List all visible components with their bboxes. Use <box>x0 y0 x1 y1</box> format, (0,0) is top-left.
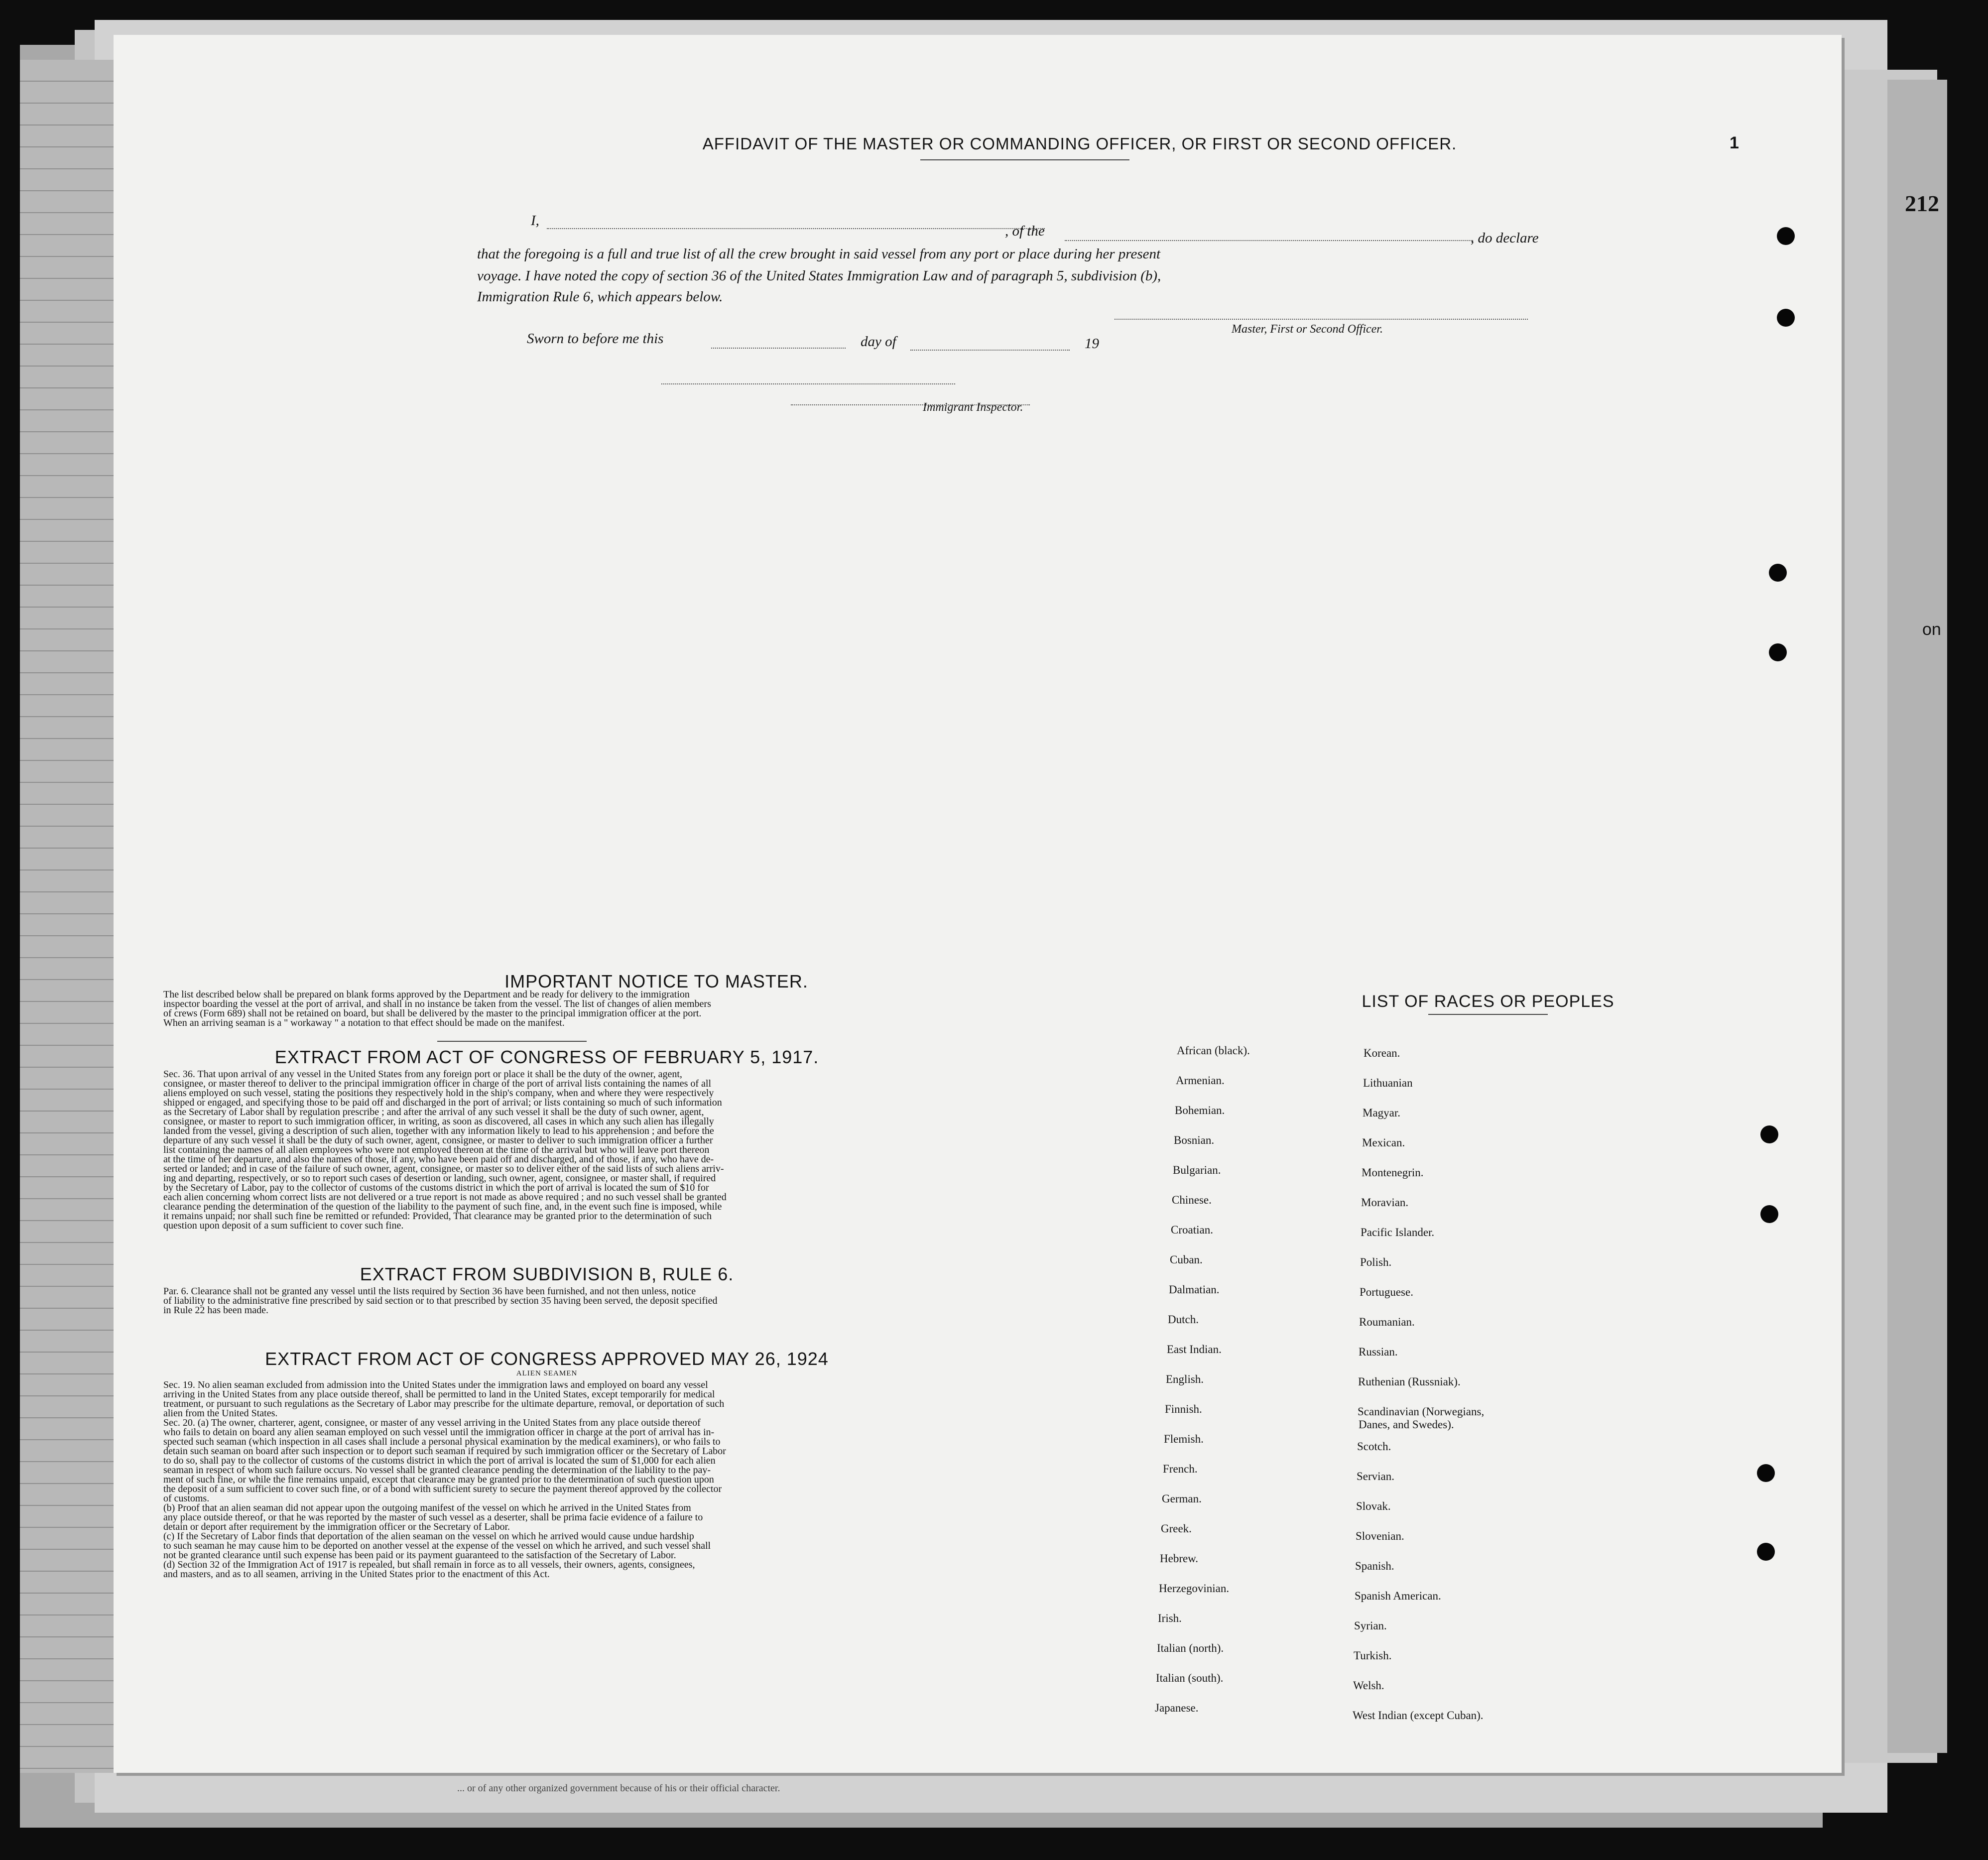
name-blank[interactable] <box>547 228 1045 229</box>
extract-1917-line: landed from the vessel, giving a description of such alien, together with any information likely to lead to his apprehension ; and before the <box>163 1125 714 1136</box>
extract-rule6-title: EXTRACT FROM SUBDIVISION B, RULE 6. <box>360 1264 734 1284</box>
extract-1917-line: question upon deposit of a sum sufficient to cover such fine. <box>163 1220 404 1231</box>
extract-1924-title: EXTRACT FROM ACT OF CONGRESS APPROVED MAY 26, 1924 <box>265 1349 829 1369</box>
affidavit-i: I, <box>531 213 539 229</box>
extract-1924-line: (d) Section 32 of the Immigration Act of 1917 is repealed, but shall remain in force as to all vessels, their owners, agents, consignees, <box>163 1559 695 1570</box>
extract-1917-line: consignee, or master to report to such immigration officer, in writing, as soon as discovered, all cases in which any such alien has illegally <box>163 1116 714 1127</box>
race-item: Bulgarian. <box>1173 1164 1221 1176</box>
extract-1917-line: by the Secretary of Labor, pay to the collector of customs of the customs district in which the port of arrival is located the sum of $10 for <box>163 1182 709 1193</box>
extract-1924-line: alien from the United States. <box>163 1408 278 1419</box>
extract-1924-line: treatment, or pursuant to such regulations as the Secretary of Labor may prescribe for the ultimate departure, removal, or deportation of such <box>163 1398 725 1409</box>
sworn-prefix: Sworn to before me this <box>527 331 664 347</box>
binder-hole <box>1769 643 1787 661</box>
extract-1917-line: it remains unpaid; nor shall such fine be remitted or refunded: Provided, That clearance may be granted prior to the determination of such <box>163 1211 712 1222</box>
race-item: Roumanian. <box>1359 1316 1415 1328</box>
race-item: Moravian. <box>1361 1196 1409 1209</box>
race-item: Hebrew. <box>1160 1552 1199 1565</box>
notice-line: When an arriving seaman is a " workaway " a notation to that effect should be made on the manifest. <box>163 1017 565 1028</box>
binder-hole <box>1777 227 1795 245</box>
race-item: Turkish. <box>1354 1649 1392 1662</box>
extract-rule6-body <box>163 1287 930 1315</box>
race-item: Spanish. <box>1355 1560 1394 1572</box>
extract-1924-line: (b) Proof that an alien seaman did not appear upon the outgoing manifest of the vessel on which he arrived in the United States from <box>163 1502 691 1513</box>
race-item: French. <box>1163 1463 1198 1475</box>
extract-1924-line: of customs. <box>163 1493 210 1504</box>
notice-body <box>163 990 930 1028</box>
affidavit-line-3: voyage. I have noted the copy of section 36 of the United States Immigration Law and of paragraph 5, subdivision (b), <box>477 268 1161 284</box>
extract-1917-body <box>163 1070 930 1231</box>
ruled-ledger-edge <box>20 60 115 1773</box>
race-item: Slovenian. <box>1356 1530 1404 1542</box>
extract-1917-line: aliens employed on such vessel, stating the positions they respectively hold in the ship's company, when and where they were respectively <box>163 1088 714 1099</box>
master-signature-line[interactable] <box>1115 319 1528 320</box>
extract-1924-line: to such seaman he may cause him to be deported on another vessel at the expense of the vessel on which he arrived, and such vessel shall <box>163 1540 711 1551</box>
extract-1917-line: serted or landed; and in case of the failure of such owner, agent, consignee, or master so to deliver either of the said lists of such aliens arriv- <box>163 1163 724 1174</box>
extract-1924-line: Sec. 19. No alien seaman excluded from admission into the United States under the immigration laws and employed on board any vessel <box>163 1379 708 1390</box>
extract-1917-line: as the Secretary of Labor shall by regulation prescribe ; and after the arrival of any such vessel it shall be the duty of such owner, agent, <box>163 1107 704 1117</box>
race-item: Bosnian. <box>1174 1134 1215 1146</box>
notice-line: of crews (Form 689) shall not be retained on board, but shall be delivered by the master to the principal immigration officer at the port. <box>163 1008 702 1019</box>
race-item: Cuban. <box>1170 1253 1203 1266</box>
extract-1924-line: (c) If the Secretary of Labor finds that deportation of the alien seaman on the vessel on which he arrived would cause undue hardship <box>163 1531 694 1542</box>
extract-1917-line: clearance pending the determination of the question of the liability to the payment of such fine, and, in the event such fine is imposed, while <box>163 1201 722 1212</box>
race-item: African (black). <box>1177 1044 1250 1057</box>
race-item: Magyar. <box>1363 1107 1401 1119</box>
extract-1917-line: ing and departing, respectively, or so to report such cases of desertion or landing, such owner, agent, consignee, or master shall, if required <box>163 1173 716 1184</box>
race-item: Polish. <box>1360 1256 1392 1268</box>
month-blank[interactable] <box>910 350 1070 351</box>
race-item: Flemish. <box>1164 1433 1204 1445</box>
extract-1924-line: detain or deport after requirement by the immigration officer or the Secretary of Labor. <box>163 1521 510 1532</box>
races-title: LIST OF RACES OR PEOPLES <box>1362 992 1615 1011</box>
race-item: Portuguese. <box>1360 1286 1413 1298</box>
race-continuation: Danes, and Swedes). <box>1359 1418 1454 1431</box>
underlying-page-edge-2 <box>1887 80 1947 1753</box>
extract-1924-line: any place outside thereof, or that he was reported by the master of such vessel as a deserter, shall be prima facie evidence of a failure to <box>163 1512 703 1523</box>
race-item: Mexican. <box>1362 1136 1405 1149</box>
binder-hole <box>1769 564 1787 582</box>
race-item: Russian. <box>1359 1346 1398 1358</box>
race-item: Lithuanian <box>1363 1077 1413 1089</box>
affidavit-line-2: that the foregoing is a full and true list of all the crew brought in said vessel from any port or place during her present <box>477 246 1161 262</box>
race-item: English. <box>1166 1373 1204 1385</box>
extract-1924-line: ment of such fine, or while the fine remains unpaid, except that clearance may be granted prior to the determination of such question upon <box>163 1474 714 1485</box>
race-item: German. <box>1162 1492 1202 1505</box>
extract-rule6-line: in Rule 22 has been made. <box>163 1305 269 1316</box>
extract-1924-line: spected such seaman (which inspection in all cases shall include a personal physical examination by the medical examiners), or who fails to <box>163 1436 721 1447</box>
binder-hole <box>1777 309 1795 327</box>
extract-1924-line: and masters, and as to all seamen, arriving in the United States prior to the enactment of this Act. <box>163 1569 550 1580</box>
race-item: Bohemian. <box>1175 1104 1225 1116</box>
extract-1917-line: departure of any such vessel it shall be the duty of such owner, agent, consignee, or master to deliver to such immigration officer a further <box>163 1135 713 1146</box>
race-item: Armenian. <box>1176 1074 1225 1087</box>
race-item: Dutch. <box>1168 1313 1199 1326</box>
corner-mark: 1 <box>1730 133 1739 152</box>
affidavit-declare: , do declare <box>1471 230 1539 246</box>
race-item: Japanese. <box>1155 1702 1199 1714</box>
extract-1917-line: at the time of her departure, and also the names of those, if any, who have been paid off and discharged, and of those, if any, who have de- <box>163 1154 714 1165</box>
race-item: Italian (north). <box>1157 1642 1224 1654</box>
extract-1924-line: seaman in respect of whom such failure occurs. No vessel shall be granted clearance pending the determination of the liability to the pay- <box>163 1465 711 1476</box>
extract-1917-line: Sec. 36. That upon arrival of any vessel in the United States from any foreign port or place it shall be the duty of the owner, agent, <box>163 1069 682 1080</box>
day-of: day of <box>861 334 896 350</box>
race-item: Croatian. <box>1171 1224 1213 1236</box>
race-item: Finnish. <box>1165 1403 1202 1415</box>
inspector-caption: Immigrant Inspector. <box>923 401 1023 414</box>
race-item: Irish. <box>1158 1612 1182 1624</box>
race-item: Scandinavian (Norwegians, <box>1358 1405 1485 1418</box>
master-caption: Master, First or Second Officer. <box>1232 323 1383 336</box>
race-item: Chinese. <box>1172 1194 1212 1206</box>
race-item: Scotch. <box>1357 1440 1391 1453</box>
vessel-blank[interactable] <box>1065 240 1473 241</box>
race-item: West Indian (except Cuban). <box>1353 1709 1484 1722</box>
extract-1924-body <box>163 1380 930 1579</box>
notice-line: inspector boarding the vessel at the port of arrival, and shall in no instance be taken from the vessel. The list of changes of alien members <box>163 998 711 1009</box>
race-item: Greek. <box>1161 1522 1192 1535</box>
extract-rule6-line: Par. 6. Clearance shall not be granted any vessel until the lists required by Section 36 have been furnished, and not then unless, notice <box>163 1286 696 1297</box>
race-item: Syrian. <box>1354 1619 1387 1632</box>
extract-1924-line: who fails to detain on board any alien seaman employed on such vessel until the immigration officer in charge at the port of arrival has in- <box>163 1427 715 1438</box>
race-item: Italian (south). <box>1156 1672 1224 1684</box>
binder-hole <box>1757 1543 1775 1561</box>
extract-1917-line: shipped or engaged, and specifying those to be paid off and discharged in the port of arrival; or lists containing so much of such information <box>163 1097 722 1108</box>
sworn-day-blank[interactable] <box>711 348 846 349</box>
binder-hole <box>1760 1205 1778 1223</box>
extract-rule6-line: of liability to the administrative fine prescribed by said section or to that prescribed by section 35 having been served, the deposit specified <box>163 1295 718 1306</box>
race-item: Spanish American. <box>1355 1590 1441 1602</box>
extract-1917-line: each alien concerning whom correct lists are not delivered or a true report is not made as above required ; and no such vessel shall be granted <box>163 1192 727 1203</box>
extract-1924-line: to do so, shall pay to the collector of customs of the customs district in which the port of arrival is located the sum of $1,000 for each alien <box>163 1455 716 1466</box>
divider <box>437 1041 587 1042</box>
extract-1924-line: not be granted clearance until such expense has been paid or its payment guaranteed to the satisfaction of the Secretary of Labor. <box>163 1550 676 1561</box>
race-item: Welsh. <box>1353 1679 1384 1692</box>
extract-1924-line: the deposit of a sum sufficient to cover such fine, or of a bond with sufficient surety to secure the payment thereof approved by the collector <box>163 1484 722 1494</box>
inspector-line-upper <box>661 383 955 384</box>
race-item: Servian. <box>1357 1470 1395 1483</box>
extract-1917-title: EXTRACT FROM ACT OF CONGRESS OF FEBRUARY 5, 1917. <box>274 1047 819 1067</box>
binder-hole <box>1757 1464 1775 1482</box>
extract-1924-subtitle: ALIEN SEAMEN <box>516 1369 578 1377</box>
extract-1924-line: Sec. 20. (a) The owner, charterer, agent, consignee, or master of any vessel arriving in the United States from any place outside thereof <box>163 1417 701 1428</box>
notice-title: IMPORTANT NOTICE TO MASTER. <box>504 971 808 992</box>
affidavit-line-4: Immigration Rule 6, which appears below. <box>477 289 723 305</box>
divider <box>920 159 1129 160</box>
affidavit-of-the: , of the <box>1005 223 1045 239</box>
race-item: Slovak. <box>1356 1500 1391 1512</box>
edge-text-fragment: on <box>1922 620 1941 639</box>
race-item: Ruthenian (Russniak). <box>1358 1375 1461 1388</box>
extract-1924-line: detain such seaman on board after such inspection or to deport such seaman if required by such immigration officer or the Secretary of Labor <box>163 1446 726 1457</box>
race-item: Korean. <box>1364 1047 1400 1059</box>
affidavit-title: AFFIDAVIT OF THE MASTER OR COMMANDING OFFICER, OR FIRST OR SECOND OFFICER. <box>702 134 1457 153</box>
year-prefix: 19 <box>1085 336 1099 352</box>
notice-line: The list described below shall be prepared on blank forms approved by the Department and be ready for delivery to the immigration <box>163 989 690 1000</box>
race-item: East Indian. <box>1167 1343 1222 1356</box>
race-item: Montenegrin. <box>1362 1166 1424 1179</box>
extract-1924-line: arriving in the United States from any place outside thereof, shall be permitted to land in the United States, except temporarily for medical <box>163 1389 715 1400</box>
race-item: Herzegovinian. <box>1159 1582 1230 1595</box>
page-number: 212 <box>1905 191 1939 216</box>
divider <box>1428 1014 1548 1015</box>
extract-1917-line: consignee, or master thereof to deliver to the principal immigration officer in charge of the port of arrival lists containing the names of all <box>163 1078 712 1089</box>
extract-1917-line: list containing the names of all alien employees who were not employed thereon at the time of the arrival but who will leave port thereon <box>163 1144 710 1155</box>
document-page <box>114 35 1842 1794</box>
race-item: Dalmatian. <box>1169 1283 1220 1296</box>
race-item: Pacific Islander. <box>1361 1226 1435 1239</box>
binder-hole <box>1760 1125 1778 1143</box>
bottom-text: ... or of any other organized government because of his or their official character. <box>457 1783 780 1794</box>
